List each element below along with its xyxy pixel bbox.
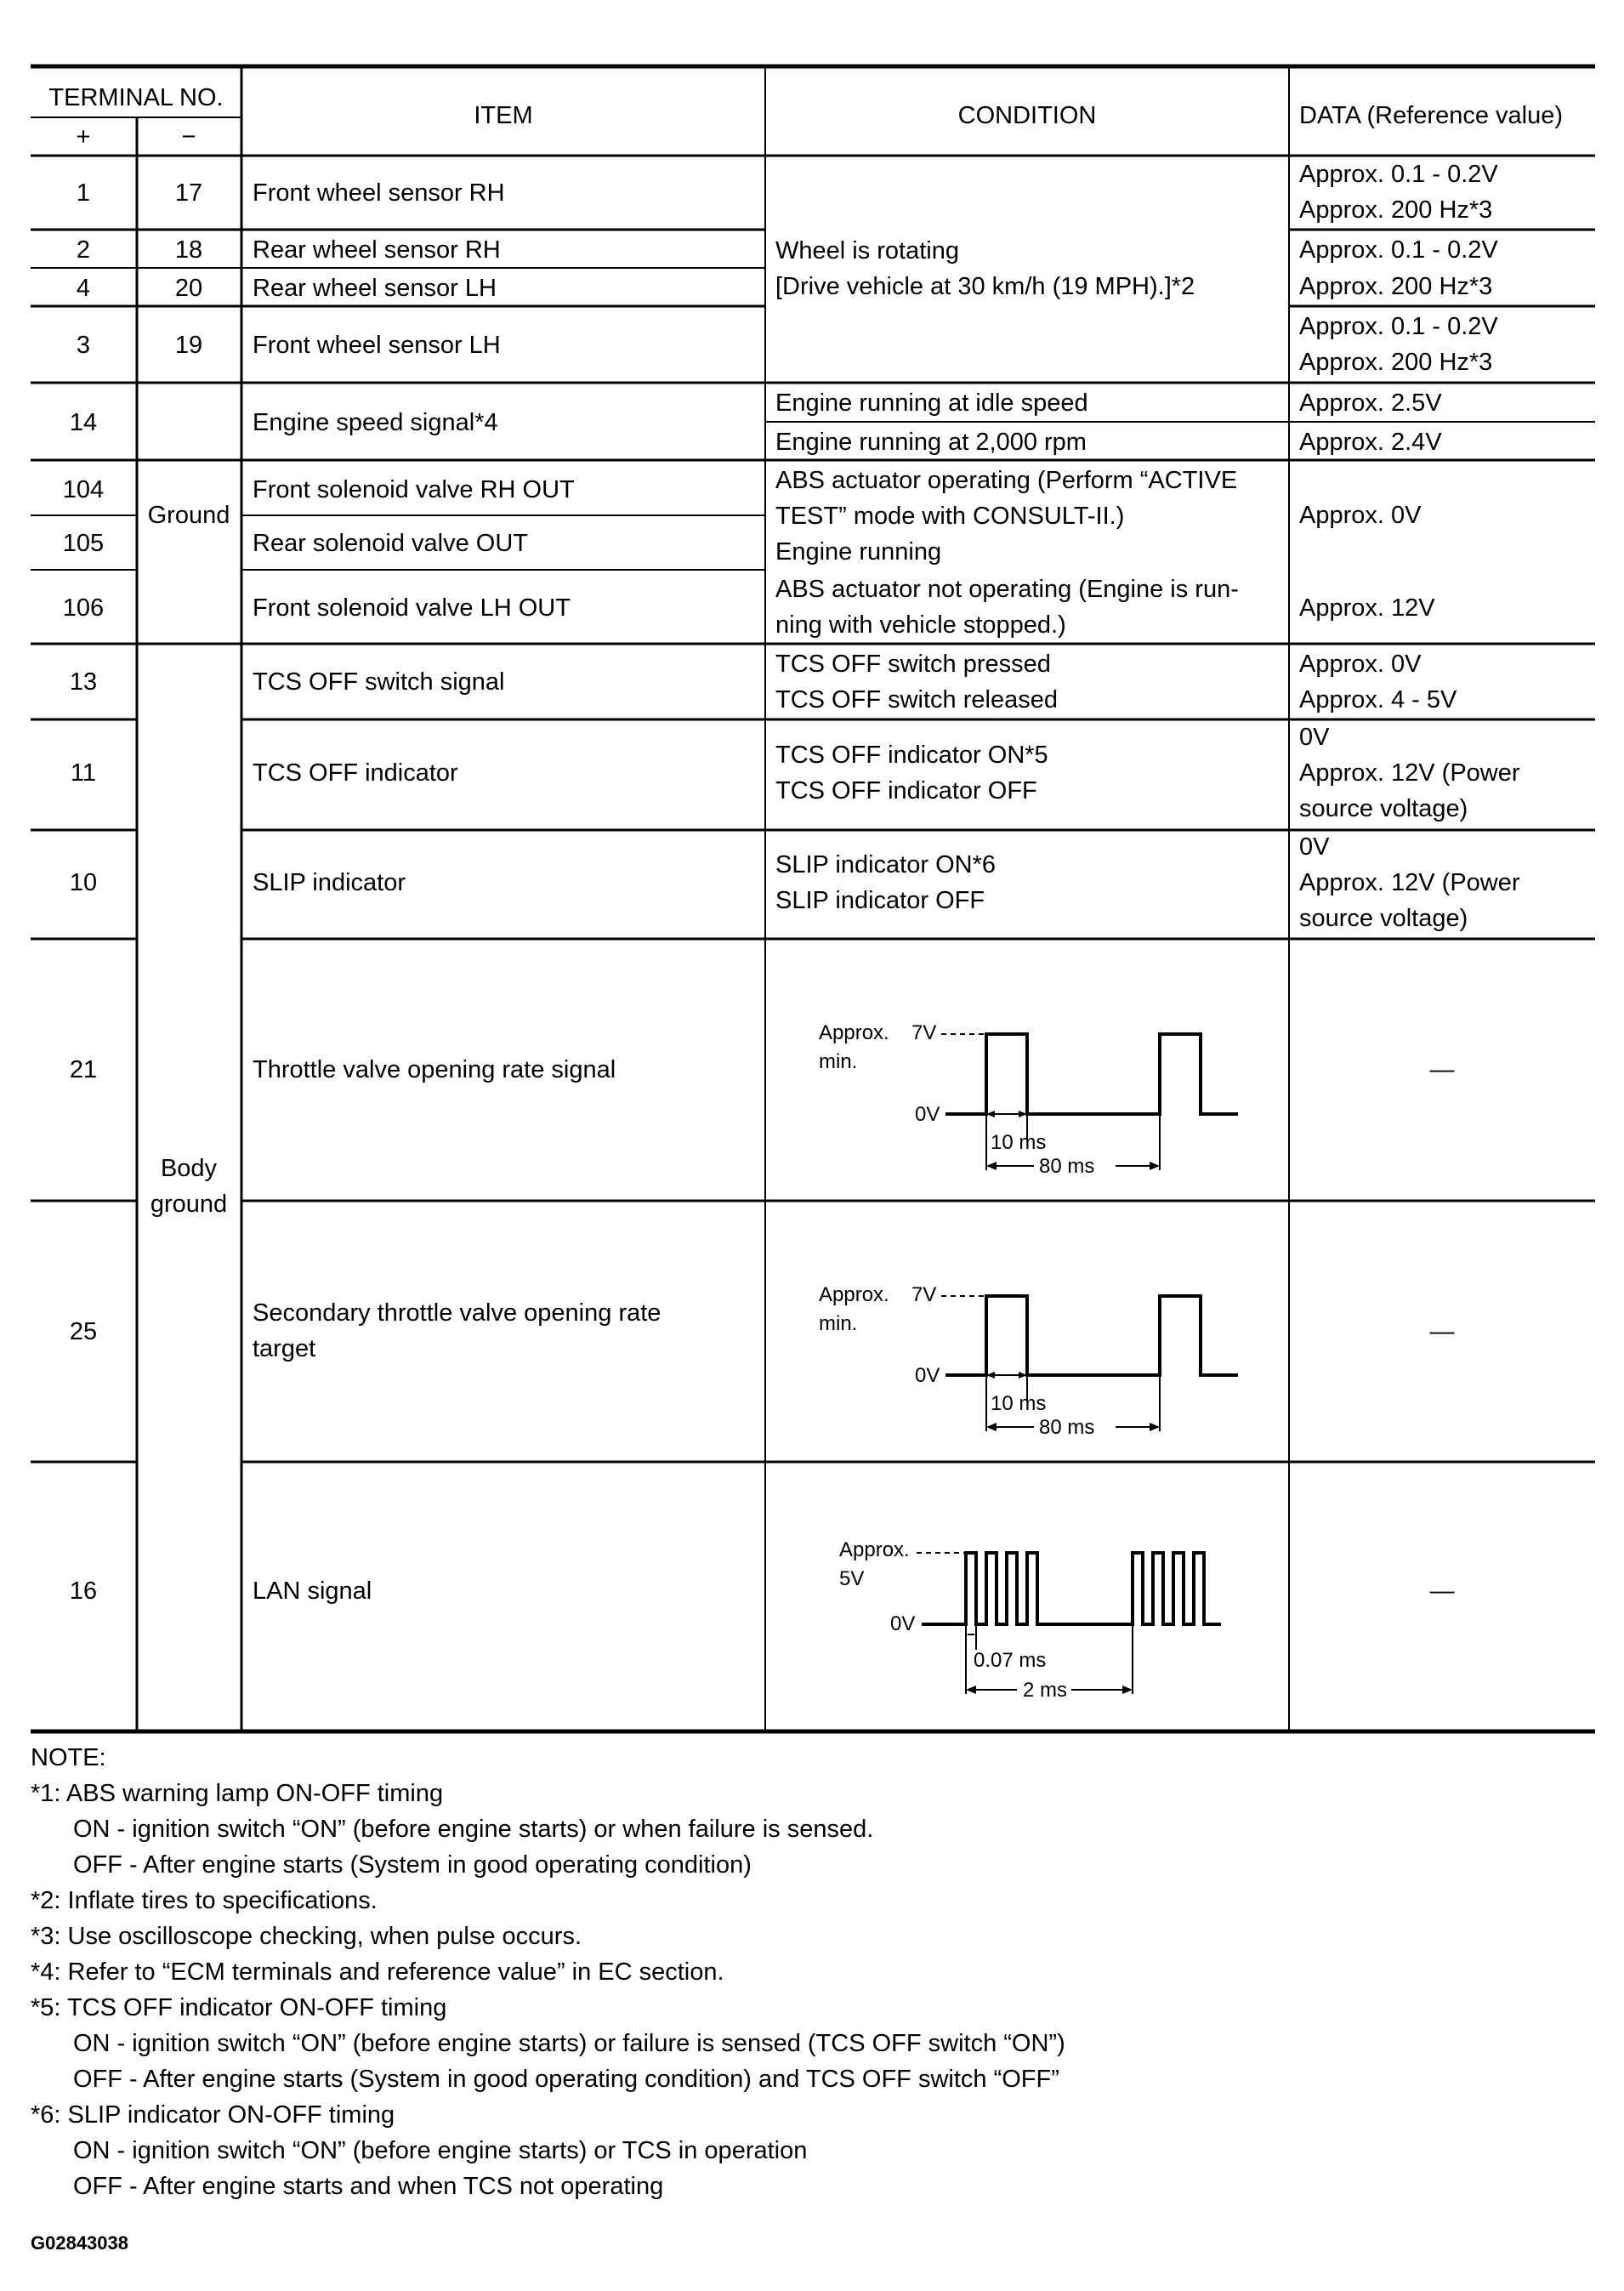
wave-pulse-label: 10 ms xyxy=(991,1131,1047,1154)
wave-high-label: 7V xyxy=(911,1021,937,1044)
notes-section xyxy=(31,1744,1065,2200)
wave-period-label: 80 ms xyxy=(1039,1416,1095,1439)
lan-waveform-diagram xyxy=(839,1538,1221,1702)
item-label: Engine speed signal*4 xyxy=(253,409,498,436)
terminal-plus: 1 xyxy=(76,179,91,207)
table-row xyxy=(70,1538,1455,1702)
header-plus: + xyxy=(76,123,91,151)
terminal-plus: 11 xyxy=(70,759,97,787)
condition-line: ABS actuator operating (Perform “ACTIVE xyxy=(775,467,1238,494)
terminal-plus: 14 xyxy=(69,409,98,436)
ground-label: Ground xyxy=(147,502,230,529)
terminal-minus: 20 xyxy=(174,275,203,302)
header-data: DATA (Reference value) xyxy=(1299,102,1563,129)
condition-line: TCS OFF indicator ON*5 xyxy=(775,742,1048,769)
terminal-plus: 13 xyxy=(69,668,98,696)
item-label: TCS OFF switch signal xyxy=(253,668,505,696)
item-label: Rear solenoid valve OUT xyxy=(253,530,528,557)
data-value: Approx. 4 - 5V xyxy=(1299,686,1457,713)
item-label: Throttle valve opening rate signal xyxy=(253,1056,616,1083)
data-value: Approx. 12V (Power xyxy=(1299,869,1520,896)
terminal-plus: 105 xyxy=(62,530,105,557)
note-line: *3: Use oscilloscope checking, when pulse occurs. xyxy=(31,1923,582,1950)
wheel-condition xyxy=(775,237,1195,300)
condition-line: Wheel is rotating xyxy=(775,237,959,264)
data-value: Approx. 200 Hz*3 xyxy=(1299,349,1493,376)
data-value: Approx. 0.1 - 0.2V xyxy=(1299,236,1498,264)
wave-approx-label: Approx. xyxy=(839,1538,910,1561)
header-condition: CONDITION xyxy=(957,102,1097,129)
note-line: OFF - After engine starts (System in good operating condition) and TCS OFF switch “OFF” xyxy=(73,2066,1059,2093)
item-label: TCS OFF indicator xyxy=(253,759,458,787)
table-header xyxy=(48,84,1563,151)
terminal-plus: 16 xyxy=(69,1578,98,1605)
note-line: ON - ignition switch “ON” (before engine starts) or failure is sensed (TCS OFF switch “ON”) xyxy=(73,2030,1065,2057)
body-ground-label: ground xyxy=(150,1191,228,1218)
wave-high-label: 7V xyxy=(911,1283,937,1306)
condition-line: ABS actuator not operating (Engine is run- xyxy=(775,576,1239,603)
item-label: Secondary throttle valve opening rate xyxy=(253,1299,662,1327)
item-label: Front solenoid valve LH OUT xyxy=(253,594,571,622)
item-label: Front wheel sensor LH xyxy=(253,332,501,359)
terminal-minus: 17 xyxy=(174,179,203,207)
wave-approx-label: Approx. xyxy=(819,1283,889,1306)
notes-title: NOTE: xyxy=(31,1744,106,1771)
note-line: *4: Refer to “ECM terminals and reference value” in EC section. xyxy=(31,1958,724,1986)
wave-min-label: min. xyxy=(819,1050,858,1073)
item-label: SLIP indicator xyxy=(253,869,406,896)
wave-pulse-label: 10 ms xyxy=(991,1392,1047,1415)
terminal-plus: 25 xyxy=(69,1318,98,1345)
condition-line: ning with vehicle stopped.) xyxy=(775,611,1066,639)
lan-pulse-trace xyxy=(922,1553,1221,1624)
table-row xyxy=(63,476,575,503)
wave-approx-label: Approx. xyxy=(819,1021,889,1044)
condition-line: Engine running at idle speed xyxy=(775,389,1088,417)
data-value: — xyxy=(1429,1056,1455,1083)
note-line: OFF - After engine starts (System in good operating condition) xyxy=(73,1851,752,1879)
pulse-waveform-diagram xyxy=(819,1283,1238,1439)
item-label: Front wheel sensor RH xyxy=(253,179,505,207)
table-row xyxy=(77,161,1498,224)
figure-id: G02843038 xyxy=(31,2232,128,2254)
condition-line: SLIP indicator OFF xyxy=(775,887,985,914)
data-value: Approx. 0V xyxy=(1299,651,1422,678)
terminal-plus: 3 xyxy=(76,332,91,359)
terminal-plus: 10 xyxy=(69,869,98,896)
data-value: Approx. 12V (Power xyxy=(1299,759,1520,787)
terminal-minus: 18 xyxy=(174,236,203,264)
data-value: 0V xyxy=(1299,724,1330,751)
table-row xyxy=(71,724,1520,822)
wave-low-label: 0V xyxy=(915,1364,940,1387)
condition-line: [Drive vehicle at 30 km/h (19 MPH).]*2 xyxy=(775,273,1195,300)
condition-line: TCS OFF indicator OFF xyxy=(775,777,1037,804)
terminal-plus: 4 xyxy=(76,275,91,302)
data-value: Approx. 2.4V xyxy=(1299,429,1442,456)
solenoid-condition xyxy=(775,467,1435,639)
wave-low-label: 0V xyxy=(890,1612,916,1635)
data-value: Approx. 2.5V xyxy=(1299,389,1442,417)
item-label: target xyxy=(253,1335,316,1362)
note-line: OFF - After engine starts and when TCS not operating xyxy=(73,2173,664,2200)
data-value: — xyxy=(1429,1578,1455,1605)
table-row xyxy=(63,594,571,622)
condition-line: TCS OFF switch released xyxy=(775,686,1058,713)
table-row xyxy=(70,833,1520,932)
data-value: source voltage) xyxy=(1299,795,1468,822)
wave-low-label: 0V xyxy=(915,1103,940,1126)
wave-period-label: 80 ms xyxy=(1039,1155,1095,1178)
table-row xyxy=(70,1283,1455,1439)
header-terminal-no: TERMINAL NO. xyxy=(48,84,224,111)
data-value: Approx. 0.1 - 0.2V xyxy=(1299,313,1498,340)
note-line: *1: ABS warning lamp ON-OFF timing xyxy=(31,1780,444,1807)
pulse-trace xyxy=(945,1034,1238,1114)
note-line: ON - ignition switch “ON” (before engine starts) or TCS in operation xyxy=(73,2137,808,2164)
terminal-minus: 19 xyxy=(174,332,203,359)
data-value: Approx. 200 Hz*3 xyxy=(1299,273,1493,300)
table-row xyxy=(77,313,1498,376)
item-label: Rear wheel sensor RH xyxy=(253,236,501,264)
item-label: LAN signal xyxy=(253,1578,372,1605)
header-minus: − xyxy=(181,123,196,151)
wave-min-label: min. xyxy=(819,1312,858,1335)
data-value: 0V xyxy=(1299,833,1330,861)
condition-line: TEST” mode with CONSULT-II.) xyxy=(775,503,1125,530)
condition-line: TCS OFF switch pressed xyxy=(775,651,1051,678)
pulse-trace xyxy=(945,1296,1238,1375)
note-line: *2: Inflate tires to specifications. xyxy=(31,1887,378,1914)
table-row xyxy=(63,530,528,557)
terminal-plus: 2 xyxy=(76,236,91,264)
header-item: ITEM xyxy=(474,102,533,129)
data-value: Approx. 200 Hz*3 xyxy=(1299,196,1493,224)
wave-period-label: 2 ms xyxy=(1023,1679,1068,1702)
item-label: Front solenoid valve RH OUT xyxy=(253,476,575,503)
body-ground-label: Body xyxy=(160,1155,218,1182)
terminal-plus: 106 xyxy=(62,594,105,622)
data-value: — xyxy=(1429,1318,1455,1345)
table-row xyxy=(70,651,1457,713)
data-value: Approx. 12V xyxy=(1299,594,1435,622)
wave-high-label: 5V xyxy=(839,1567,865,1590)
terminal-plus: 21 xyxy=(69,1056,98,1083)
condition-line: Engine running xyxy=(775,538,942,566)
terminal-plus: 104 xyxy=(62,476,105,503)
note-line: *5: TCS OFF indicator ON-OFF timing xyxy=(31,1994,447,2021)
note-line: *6: SLIP indicator ON-OFF timing xyxy=(31,2101,395,2129)
data-value: Approx. 0.1 - 0.2V xyxy=(1299,161,1498,188)
wave-pulse-label: 0.07 ms xyxy=(974,1649,1047,1672)
table-row xyxy=(70,1021,1455,1178)
pulse-waveform-diagram xyxy=(819,1021,1238,1178)
condition-line: Engine running at 2,000 rpm xyxy=(775,429,1087,456)
note-line: ON - ignition switch “ON” (before engine starts) or when failure is sensed. xyxy=(73,1816,874,1843)
data-value: source voltage) xyxy=(1299,905,1468,932)
data-value: Approx. 0V xyxy=(1299,502,1422,529)
condition-line: SLIP indicator ON*6 xyxy=(775,851,996,878)
item-label: Rear wheel sensor LH xyxy=(253,275,497,302)
